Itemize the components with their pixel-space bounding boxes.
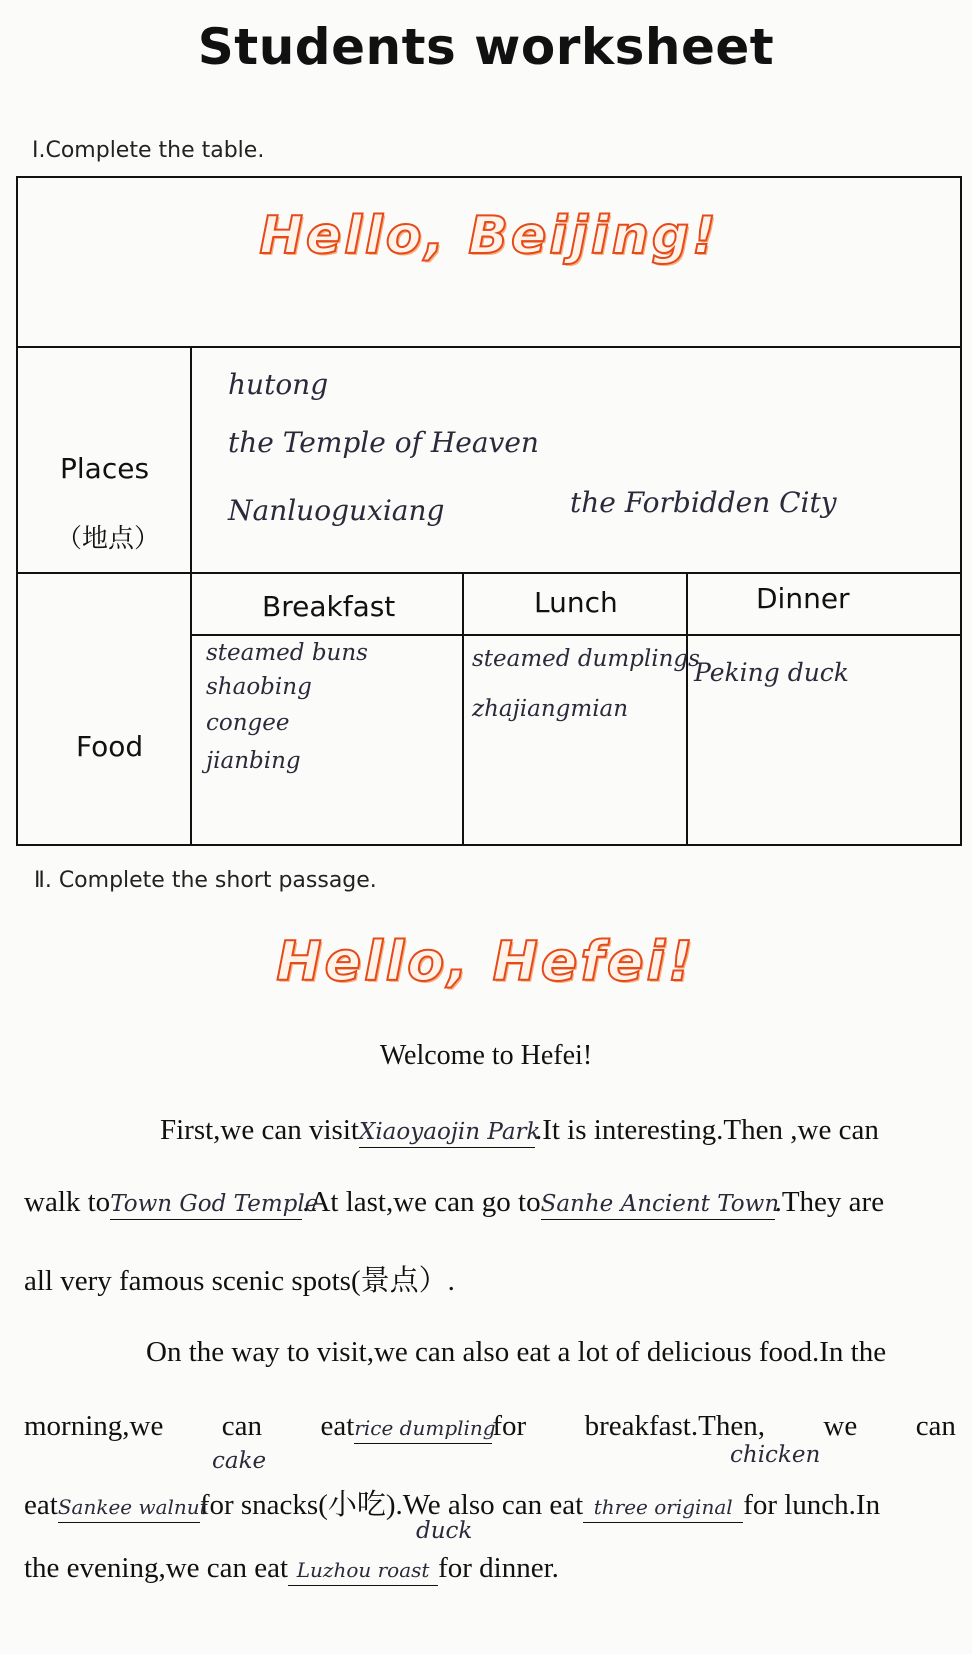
- passage-text: .They are: [774, 1186, 885, 1218]
- answer-handwriting-above: chicken: [730, 1442, 821, 1468]
- table-divider: [686, 572, 688, 844]
- passage-text: First,we can visit: [160, 1114, 359, 1146]
- answer-blank: [57, 1489, 208, 1523]
- passage-text: for: [492, 1410, 527, 1442]
- places-label-cn: （地点）: [56, 524, 161, 554]
- breakfast-item: congee: [206, 710, 290, 736]
- answer-handwriting: Luzhou roast: [296, 1558, 430, 1582]
- passage-text: On the way to visit,we can also eat a lot of delicious food.In the: [146, 1336, 887, 1368]
- answer-handwriting: Sanhe Ancient Town: [540, 1191, 780, 1217]
- answer-blank: [583, 1489, 743, 1523]
- food-label: Food: [76, 730, 144, 763]
- place-entry: the Temple of Heaven: [228, 426, 539, 459]
- passage-line: [146, 1336, 886, 1369]
- places-label: Places: [60, 452, 150, 485]
- answer-handwriting-above: duck: [416, 1518, 473, 1544]
- passage-line: [24, 1482, 880, 1523]
- answer-blank: [540, 1186, 780, 1220]
- answer-handwriting-above: cake: [212, 1448, 267, 1474]
- passage-text: walk to: [24, 1186, 111, 1218]
- place-entry: Nanluoguxiang: [228, 494, 445, 527]
- passage-text: we: [823, 1410, 858, 1442]
- passage-text: .At last,we can go to: [302, 1186, 541, 1218]
- answer-handwriting: Xiaoyaojin Park: [358, 1119, 541, 1145]
- passage-text: .It is interesting.Then ,we can: [534, 1114, 879, 1146]
- section-1-instruction: Ⅰ.Complete the table.: [32, 138, 265, 163]
- passage-text: for snacks(小吃).We also can eat: [199, 1489, 584, 1521]
- passage-line: [24, 1258, 455, 1299]
- passage-line: [24, 1410, 956, 1444]
- dinner-item: Peking duck: [694, 658, 849, 687]
- answer-blank: [358, 1114, 541, 1148]
- passage-text: for lunch.In: [743, 1489, 881, 1521]
- table-divider: [190, 346, 192, 844]
- breakfast-item: jianbing: [206, 748, 301, 774]
- breakfast-item: shaobing: [206, 674, 312, 700]
- answer-handwriting: three original: [593, 1495, 733, 1519]
- passage-heading-hello-hefei: Hello, Hefei!: [276, 930, 696, 993]
- table-divider: [18, 346, 960, 348]
- passage-text: can: [915, 1410, 956, 1442]
- place-entry: the Forbidden City: [570, 486, 837, 519]
- lunch-item: steamed dumplings: [472, 646, 700, 672]
- meal-header-lunch: Lunch: [534, 586, 618, 619]
- answer-handwriting: Town God Temple: [110, 1191, 319, 1217]
- table-title-hello-beijing: Hello, Beijing!: [259, 206, 719, 266]
- meal-header-breakfast: Breakfast: [262, 590, 396, 623]
- breakfast-item: steamed buns: [206, 640, 368, 666]
- section-2-instruction: Ⅱ. Complete the short passage.: [34, 868, 377, 893]
- welcome-line: Welcome to Hefei!: [379, 1040, 593, 1071]
- passage-line: [24, 1552, 559, 1586]
- passage-text: for dinner.: [438, 1552, 559, 1584]
- passage-text: all very famous scenic spots(景点）.: [24, 1265, 455, 1297]
- passage-text: breakfast.Then,: [584, 1410, 765, 1442]
- passage-line: [24, 1186, 884, 1220]
- place-entry: hutong: [228, 368, 329, 401]
- answer-blank: [354, 1410, 496, 1444]
- answer-handwriting: rice dumpling: [354, 1416, 496, 1440]
- table-divider: [462, 572, 464, 844]
- answer-blank: [288, 1552, 438, 1586]
- answer-handwriting: Sankee walnut: [57, 1495, 208, 1519]
- worksheet-title: Students worksheet: [197, 18, 775, 76]
- meal-header-dinner: Dinner: [756, 582, 850, 615]
- passage-text: morning,we: [24, 1410, 164, 1442]
- beijing-table: [16, 176, 962, 846]
- passage-text: eat: [24, 1489, 58, 1521]
- passage-text: can: [221, 1410, 263, 1442]
- answer-blank: [110, 1186, 319, 1220]
- table-divider: [192, 634, 960, 636]
- passage-line: [160, 1114, 879, 1148]
- table-divider: [18, 572, 960, 574]
- passage-text: the evening,we can eat: [24, 1552, 289, 1584]
- passage-text: eat: [320, 1410, 355, 1442]
- lunch-item: zhajiangmian: [472, 696, 629, 722]
